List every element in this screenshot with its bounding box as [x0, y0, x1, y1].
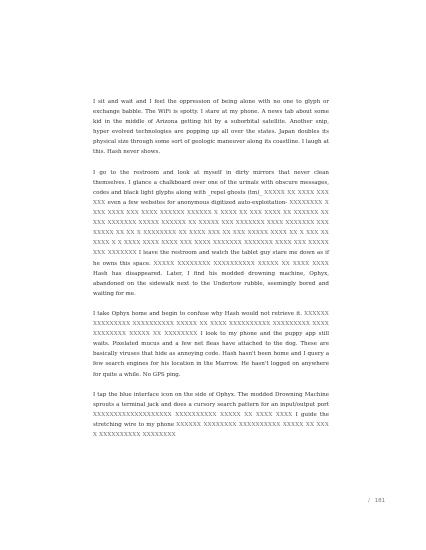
- footer-separator: /: [368, 498, 370, 504]
- glyph-code-text: XXXXX XXXXXXXX XXXXXXXXXX XXXXX XX XXXX XXXX: [153, 260, 329, 267]
- glyph-code-text: XXXXXX XXXXXXXX XXXXXXXXXX XXXXX XX XXXX XXXXXXXXXX XXXXXXXX: [93, 422, 329, 439]
- prose-text: I look to my phone and the puppy app still waits. Pixelated mucus and a few net fleas have attached to the dog. These are basically viruses that hide as annoying code. Hash hasn't been home and I query a few search engines for his location in the Marrow. He hasn't logged on anywhere for quite a while. No GPS ping.: [93, 331, 329, 378]
- paragraph: [93, 168, 329, 299]
- paragraph: [93, 97, 329, 158]
- prose-text: even a few websites for anonymous digitized auto-exploitation-: [105, 199, 290, 206]
- glyph-code-text: XXXXXX XXXXXXXXX XXXXXXXXXX XXXXX XX XXXX XXXXXXXXXX XXXXXXXXX XXXXXXXXXXXX XXXXX XX XXXXXXXX: [93, 310, 329, 338]
- paragraph: [93, 309, 329, 380]
- glyph-code-text: XXXXXXXX XXXX XXXX XXX XXXX XXXXXX XXXXXX X XXXX XX XXX XXXX XX XXXXXX XXXXX XXXXXXX XXXXX XXXXXX XX XXXXX XXX XXXXXXX XXXX XXXXXXX XXX XXXXX XX XX X XXXXXXXX XX XXXX XXX XX XXX XXXXX XXXX XX X XXX XXXXXX X X XXXX XXXX XXXX XXX XXXX XXXXXXX XXXXXXX XXXX XXX XXXXXXXX XXXXXXX: [93, 199, 330, 257]
- prose-text: I go to the restroom and look at myself in dirty mirrors that never clean themselves. I glance a chalkboard over one of the urinals with obscure messages, codes and black light glyphs along with _repel ghosts (tm)_: [93, 169, 329, 196]
- prose-text: I tap the blue interface icon on the side of Ophyx. The modded Drowning Machine sprouts a terminal jack and does a cursory search pattern for an input/output port: [93, 391, 329, 408]
- prose-text: I leave the restroom and watch the tablet guy stare me down as if he owns this space.: [93, 250, 330, 267]
- page-footer: [368, 498, 385, 504]
- page-number: 181: [374, 498, 386, 504]
- prose-text: Hash has disappeared. Later, I find his modded drowning machine, Ophyx, abandoned on the sidewalk next to the Undertow rubble, seemingly bored and waiting for me.: [93, 270, 329, 297]
- glyph-code-text: XXXXXXXXXXXXXXXXXXX XXXXXXXXXX XXXXX XX XXXX XXXX: [93, 411, 293, 418]
- prose-text: I guide the stretching wire to my phone: [93, 411, 329, 428]
- body-text: [93, 97, 329, 450]
- prose-text: I sit and wait and I feel the oppression of being alone with no one to glyph or exchange babble. The WiFi is spotty. I stare at my phone. A news tab about some kid in the middle of Arizona getting hit by a suborbital satellite. Another snip, hyper evolved technologies are popping up all over the states. Japan doubles its physical size through some sort of geologic maneuver along its coastline. I laugh at this. Hash never shows.: [93, 99, 329, 156]
- paragraph: [93, 390, 329, 440]
- glyph-code-text: XXXXX XX XXXX XXXXXX: [93, 189, 329, 206]
- prose-text: I take Ophyx home and begin to confuse why Hash would not retrieve it.: [93, 310, 305, 317]
